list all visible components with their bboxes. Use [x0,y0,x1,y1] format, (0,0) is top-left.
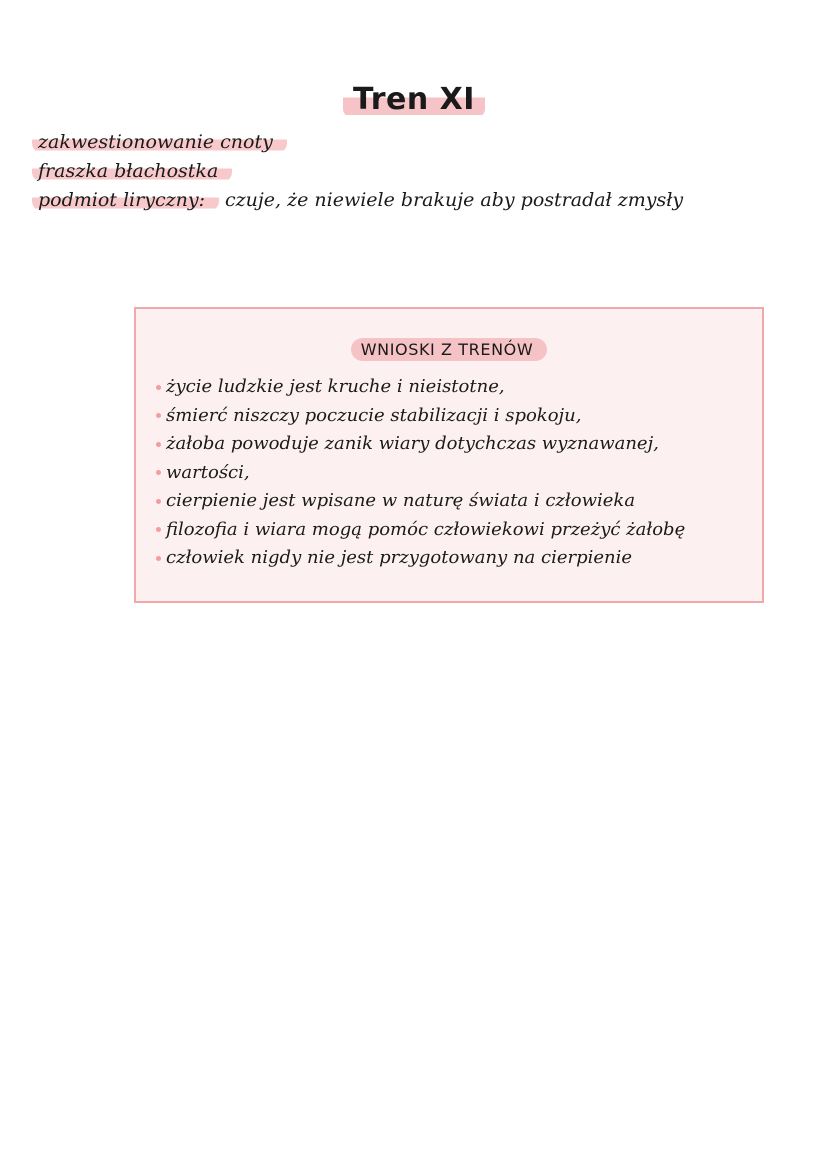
conclusions-heading-text: WNIOSKI Z TRENÓW [351,338,548,361]
bullet-dot-icon [156,470,161,475]
list-item [156,430,685,459]
list-item-text: filozofia i wiara mogą pomóc człowiekowi przeżyć żałobę [166,518,686,540]
bullet-dot-icon [156,527,161,532]
list-item-text: żałoba powoduje zanik wiary dotychczas wyznawanej, [166,433,659,454]
list-item [156,402,685,431]
note-highlight-1: zakwestionowanie cnoty [32,131,287,153]
list-item-text: życie ludzkie jest kruche i nieistotne, [166,376,505,397]
bullet-dot-icon [156,442,161,447]
bullet-dot-icon [156,556,161,561]
conclusions-box [134,307,764,603]
list-item [156,516,685,545]
bullet-dot-icon [156,413,161,418]
list-item-text: cierpienie jest wpisane w naturę świata i człowieka [166,490,636,511]
bullet-dot-icon [156,499,161,504]
list-item-text: śmierć niszczy poczucie stabilizacji i spokoju, [166,404,582,426]
conclusions-list [156,373,685,573]
note-highlight-2: fraszka błachostka [32,160,232,182]
list-item [156,544,685,573]
list-item [156,459,685,488]
conclusions-heading [136,340,762,359]
list-item [156,487,685,516]
note-line-2 [32,157,683,186]
note-label-lyrical-subject: podmiot liryczny: [32,189,219,211]
list-item-text: człowiek nigdy nie jest przygotowany na cierpienie [166,547,633,568]
note-line-3 [32,186,683,215]
notes-section [32,128,683,215]
note-text-lyrical-subject: czuje, że niewiele brakuje aby postradał zmysły [218,189,684,211]
note-line-1 [32,128,683,157]
bullet-dot-icon [156,385,161,390]
list-item-text: wartości, [166,461,250,483]
page-title [0,82,828,117]
list-item [156,373,685,402]
page-title-text: Tren XI [343,82,485,117]
